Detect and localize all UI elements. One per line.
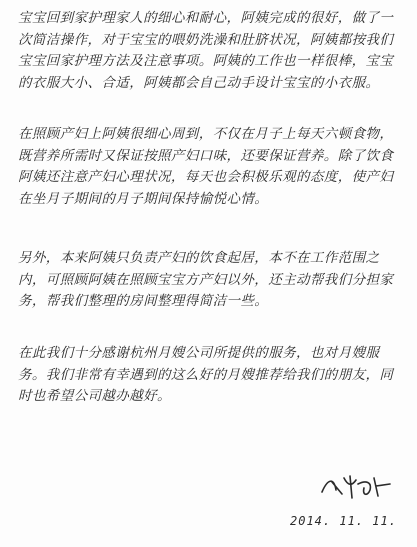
letter-paragraph-3: 另外，本来阿姨只负责产妇的饮食起居，本不在工作范围之内，可照顾阿姨在照顾宝宝方产妇以外，还主动帮我们分担家务，帮我们整理的房间整理得简洁一些。 <box>18 250 394 309</box>
letter-paragraph-4: 在此我们十分感谢杭州月嫂公司所提供的服务，也对月嫂服务。我们非常有幸遇到的这么好的月嫂推荐给我们的朋友，同时也希望公司越办越好。 <box>18 345 394 404</box>
letter-paragraph-1: 宝宝回到家护理家人的细心和耐心，阿姨完成的很好，做了一次简洁操作，对于宝宝的喂奶洗澡和肚脐状况，阿姨都按我们宝宝回家护理方法及注意事项。阿姨的工作也一样很棒，宝宝的衣服大小、合适，阿姨都会自己动手设计宝宝的小衣服。 <box>18 10 394 91</box>
letter-date: 2014. 11. 11. <box>290 514 397 528</box>
handwritten-signature <box>318 472 398 500</box>
letter-paragraph-2: 在照顾产妇上阿姨很细心周到，不仅在月子上每天六顿食物，既营养所需时又保证按照产妇口味，还要保证营养。除了饮食阿姨还注意产妇心理状况，每天也会积极乐观的态度，使产妇在坐月子期间的月子期间保持愉悦心情。 <box>18 126 394 207</box>
